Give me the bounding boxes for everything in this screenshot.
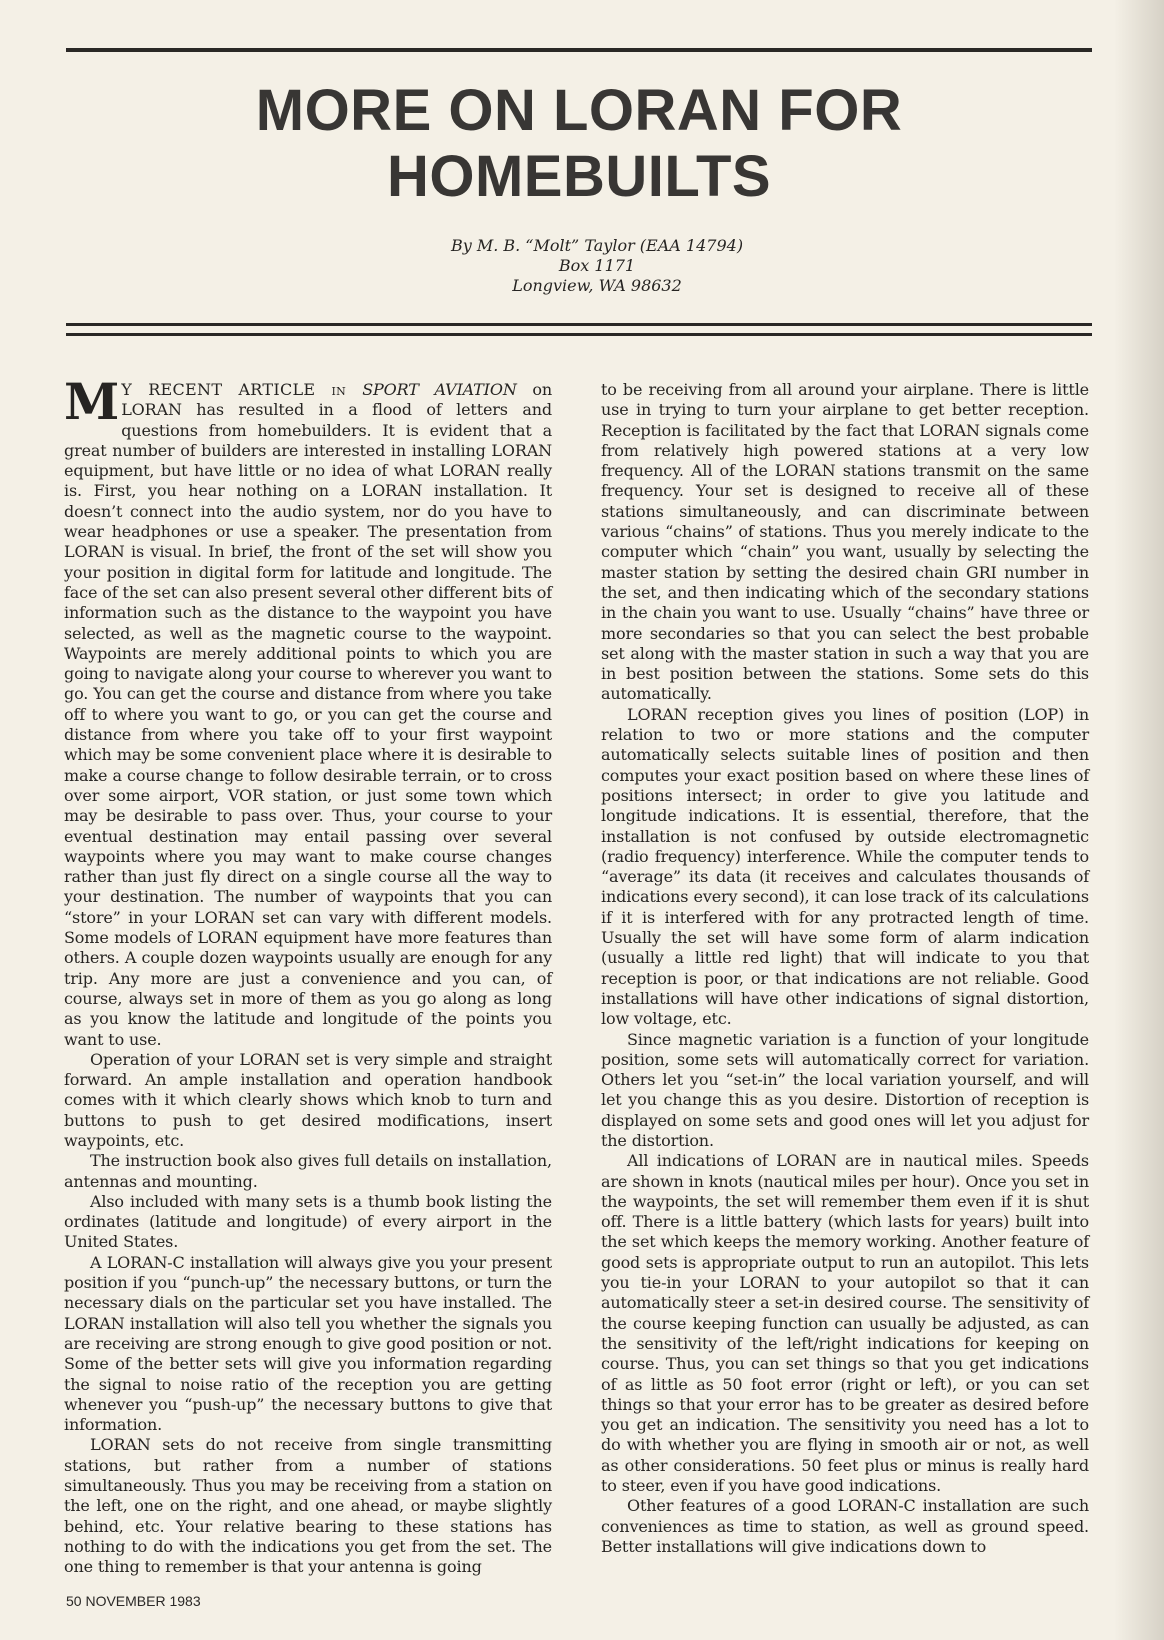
lead-in: Y RECENT ARTICLE in: [121, 380, 363, 399]
byline: [64, 236, 1090, 296]
top-rule: [66, 48, 1092, 52]
byline-city: Longview, WA 98632: [512, 276, 682, 295]
byline-author: By M. B. “Molt” Taylor (EAA 14794): [450, 236, 744, 255]
divider-rule: [66, 333, 1092, 336]
article-body: [64, 372, 1092, 1578]
paragraph: to be receiving from all around your airplane. There is little use in trying to turn your airplane to get better reception. Reception is facilitated by the fact that LORAN signals come from relatively high powered stations at a very low frequency. All of the LORAN stations transmit on the same frequency. Your set is designed to receive all of these stations simultaneously, and can discriminate between various “chains” of stations. Thus you merely indicate to the computer which “chain” you want, usually by selecting the master station by setting the desired chain GRI number in the set, and then indicating which of the secondary stations in the chain you want to use. Usually “chains” have three or more secondaries so that you can select the best probable set along with the master station in such a way that you are in best position between the stations. Some sets do this automatically.: [601, 380, 1089, 704]
paragraph-text: on LORAN has resulted in a flood of letters and questions from homebuilders. It is evident that a great number of builders are interested in installing LORAN equipment, but have little or no idea of what LORAN really is. First, you hear nothing on a LORAN installation. It doesn’t connect into the audio system, nor do you have to wear headphones or use a speaker. The presentation from LORAN is visual. In brief, the front of the set will show you your position in digital form for latitude and longitude. The face of the set can also present several other different bits of information such as the distance to the waypoint you have selected, as well as the magnetic course to the waypoint. Waypoints are merely additional points to which you are going to navigate along your course to wherever you want to go. You can get the course and distance from where you take off to where you want to go, or you can get the course and distance from where you take off to your first waypoint which may be some convenient place where it is desirable to make a course change to follow desirable terrain, or to cross over some airport, VOR station, or just some town which may be desirable to pass over. Thus, your course to your eventual destination may entail passing over several waypoints where you may want to make course changes rather than just fly direct on a single course all the way to your destination. The number of waypoints that you can “store” in your LORAN set can vary with different models. Some models of LORAN equipment have more features than others. A couple dozen waypoints usually are enough for any trip. Any more are just a convenience and you can, of course, always set in more of them as you go along as long as you know the latitude and longitude of the points you want to use.: [64, 380, 552, 1049]
paragraph: Operation of your LORAN set is very simple and straight forward. An ample installation and operation handbook comes with it which clearly shows which knob to turn and buttons to push to get desired modifications, insert waypoints, etc.: [64, 1049, 552, 1150]
paragraph: LORAN reception gives you lines of position (LOP) in relation to two or more stations and the computer automatically selects suitable lines of position and then computes your exact position based on where these lines of positions intersect; in order to give you latitude and longitude indications. It is essential, therefore, that the installation is not confused by outside electromagnetic (radio frequency) interference. While the computer tends to “average” its data (it receives and calculates thousands of indications every second), it can lose track of its calculations if it is interfered with for any protracted length of time. Usually the set will have some form of alarm indication (usually a little red light) that will indicate to you that reception is poor, or that indications are not reliable. Good installations will have other indications of signal distortion, low voltage, etc.: [601, 704, 1089, 1029]
article-title: MORE ON LORAN FOR HOMEBUILTS: [255, 78, 903, 209]
divider-rule: [66, 323, 1092, 326]
byline-address: Box 1171: [558, 256, 636, 275]
paragraph: Also included with many sets is a thumb book listing the ordinates (latitude and longitude) of every airport in the United States.: [64, 1191, 552, 1252]
paragraph: All indications of LORAN are in nautical miles. Speeds are shown in knots (nautical miles per hour). Once you set in the waypoints, the set will remember them even if it is shut off. There is a little battery (which lasts for years) built into the set which keeps the memory working. Another feature of good sets is appropriate output to run an autopilot. This lets you tie-in your LORAN to your autopilot so that it can automatically steer a set-in desired course. The sensitivity of the course keeping function can usually be adjusted, as can the sensitivity of the left/right indications for keeping on course. Thus, you can set things so that you get indications of as little as 50 foot error (right or left), or you can set things so that your error has to be greater as desired before you get an indication. The sensitivity you need has a lot to do with whether you are flying in smooth air or not, as well as other considerations. 50 feet plus or minus is really hard to steer, even if you have good indications.: [601, 1151, 1089, 1496]
paragraph: Other features of a good LORAN-C installation are such conveniences as time to station, as well as ground speed. Better installations will give indications down to: [601, 1496, 1089, 1556]
paragraph: The instruction book also gives full details on installation, antennas and mounting.: [64, 1151, 552, 1191]
magazine-name: SPORT AVIATION: [362, 380, 517, 399]
drop-cap: M: [64, 372, 120, 431]
paragraph: Since magnetic variation is a function of your longitude position, some sets will automatically correct for variation. Others let you “set-in” the local variation yourself, and will let you change this as you desire. Distortion of reception is displayed on some sets and good ones will let you adjust for the distortion.: [601, 1029, 1089, 1150]
right-column: [601, 380, 1089, 1557]
paragraph: A LORAN-C installation will always give you your present position if you “punch-up” the necessary buttons, or turn the necessary dials on the particular set you have installed. The LORAN installation will also tell you whether the signals you are receiving are strong enough to give good position or not. Some of the better sets will give you information regarding the signal to noise ratio of the reception you are getting whenever you “push-up” the necessary buttons to give that information.: [64, 1252, 552, 1435]
paragraph: LORAN sets do not receive from single transmitting stations, but rather from a number of stations simultaneously. Thus you may be receiving from a station on the left, one on the right, and one ahead, or maybe slightly behind, etc. Your relative bearing to these stations has nothing to do with the indications you get from the set. The one thing to remember is that your antenna is going: [64, 1435, 552, 1577]
page-footer: 50 NOVEMBER 1983: [66, 1592, 201, 1609]
left-column: [64, 372, 552, 1578]
paragraph: [64, 372, 552, 1050]
